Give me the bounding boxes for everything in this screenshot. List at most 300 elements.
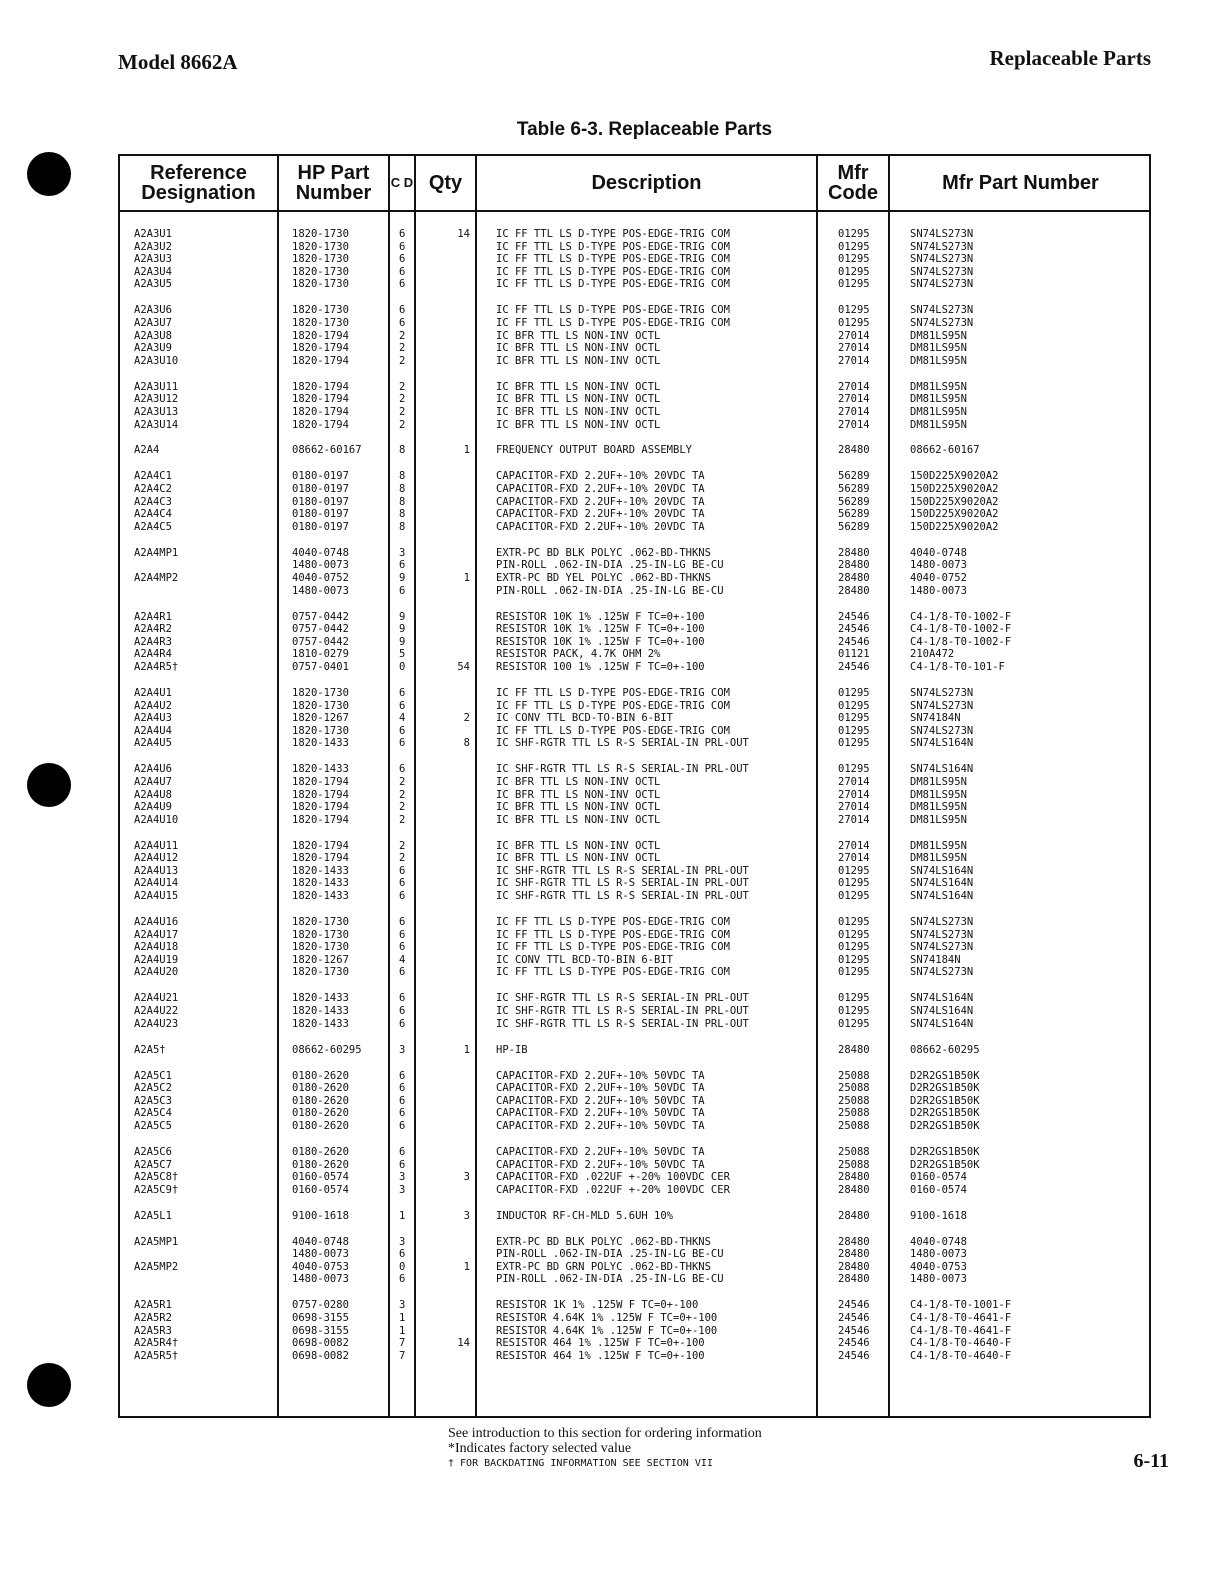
mfr-part-cell: C4-1/8-T0-101-F xyxy=(910,660,1005,673)
mfr-code-cell: 01295 xyxy=(838,941,870,954)
hp-part-cell: 1480-0073 xyxy=(292,1248,349,1261)
hp-part-cell: 1820-1730 xyxy=(292,265,349,278)
description-cell: HP-IB xyxy=(496,1043,528,1056)
cd-cell: 7 xyxy=(399,1337,406,1350)
qty-cell: 54 xyxy=(457,660,470,673)
qty-cell: 1 xyxy=(463,572,470,585)
table-row xyxy=(120,1273,1149,1286)
row-group xyxy=(120,1236,1149,1286)
cd-cell: 6 xyxy=(399,890,406,903)
cd-cell: 6 xyxy=(399,941,406,954)
mfr-code-cell: 27014 xyxy=(838,380,870,393)
table-row xyxy=(120,890,1149,903)
cd-cell: 6 xyxy=(399,265,406,278)
hp-part-cell: 4040-0748 xyxy=(292,546,349,559)
hp-part-cell: 1820-1730 xyxy=(292,941,349,954)
table-row xyxy=(120,508,1149,521)
hp-part-cell: 0698-0082 xyxy=(292,1349,349,1362)
description-cell: CAPACITOR-FXD 2.2UF+-10% 50VDC TA xyxy=(496,1119,705,1132)
col-header-hp-part: HP Part Number xyxy=(295,162,372,204)
cd-cell: 3 xyxy=(399,546,406,559)
row-group xyxy=(120,1299,1149,1362)
mfr-code-cell: 24546 xyxy=(838,1349,870,1362)
cd-cell: 6 xyxy=(399,1119,406,1132)
ref-cell: A2A4C5 xyxy=(134,520,172,533)
mfr-part-cell: C4-1/8-T0-4640-F xyxy=(910,1349,1012,1362)
ref-cell: A2A4U6 xyxy=(134,763,172,776)
description-cell: IC CONV TTL BCD-TO-BIN 6-BIT xyxy=(496,712,674,725)
mfr-code-cell: 01295 xyxy=(838,763,870,776)
mfr-part-cell: DM81LS95N xyxy=(910,405,967,418)
cd-cell: 3 xyxy=(399,1299,406,1312)
table-row xyxy=(120,1082,1149,1095)
hp-part-cell: 1480-0073 xyxy=(292,584,349,597)
mfr-part-cell: SN74LS273N xyxy=(910,966,974,979)
table-row xyxy=(120,852,1149,865)
description-cell: IC BFR TTL LS NON-INV OCTL xyxy=(496,801,661,814)
table-row xyxy=(120,278,1149,291)
cd-cell: 0 xyxy=(399,660,406,673)
description-cell: RESISTOR PACK, 4.7K OHM 2% xyxy=(496,648,661,661)
mfr-part-cell: D2R2GS1B50K xyxy=(910,1145,980,1158)
table-row xyxy=(120,687,1149,700)
hp-part-cell: 0180-0197 xyxy=(292,520,349,533)
mfr-part-cell: SN74LS273N xyxy=(910,253,974,266)
table-row xyxy=(120,559,1149,572)
hp-part-cell: 0180-0197 xyxy=(292,508,349,521)
cd-cell: 7 xyxy=(399,1349,406,1362)
mfr-part-cell: SN74LS273N xyxy=(910,724,974,737)
description-cell: IC SHF-RGTR TTL LS R-S SERIAL-IN PRL-OUT xyxy=(496,992,749,1005)
table-row xyxy=(120,406,1149,419)
hp-part-cell: 0180-2620 xyxy=(292,1107,349,1120)
cd-cell: 6 xyxy=(399,1145,406,1158)
hp-part-cell: 1820-1433 xyxy=(292,763,349,776)
mfr-code-cell: 01295 xyxy=(838,712,870,725)
mfr-code-cell: 28480 xyxy=(838,444,870,457)
footnote-factory: *Indicates factory selected value xyxy=(448,1441,632,1456)
description-cell: CAPACITOR-FXD 2.2UF+-10% 50VDC TA xyxy=(496,1145,705,1158)
ref-cell: A2A3U8 xyxy=(134,329,172,342)
mfr-part-cell: C4-1/8-T0-1002-F xyxy=(910,635,1012,648)
description-cell: IC BFR TTL LS NON-INV OCTL xyxy=(496,380,661,393)
table-row xyxy=(120,470,1149,483)
table-row xyxy=(120,496,1149,509)
description-cell: IC BFR TTL LS NON-INV OCTL xyxy=(496,329,661,342)
mfr-part-cell: 1480-0073 xyxy=(910,1248,967,1261)
hp-part-cell: 1820-1267 xyxy=(292,953,349,966)
hp-part-cell: 08662-60167 xyxy=(292,444,362,457)
mfr-code-cell: 27014 xyxy=(838,775,870,788)
mfr-part-cell: D2R2GS1B50K xyxy=(910,1082,980,1095)
table-row xyxy=(120,877,1149,890)
mfr-code-cell: 28480 xyxy=(838,1209,870,1222)
ref-cell: A2A4U16 xyxy=(134,916,179,929)
punch-hole-icon xyxy=(27,763,71,807)
cd-cell: 9 xyxy=(399,623,406,636)
table-row xyxy=(120,572,1149,585)
table-row xyxy=(120,623,1149,636)
ref-cell: A2A4U9 xyxy=(134,801,172,814)
hp-part-cell: 1480-0073 xyxy=(292,559,349,572)
table-row xyxy=(120,712,1149,725)
description-cell: CAPACITOR-FXD 2.2UF+-10% 20VDC TA xyxy=(496,483,705,496)
mfr-part-cell: SN74184N xyxy=(910,712,961,725)
ref-cell: A2A3U3 xyxy=(134,253,172,266)
ref-cell: A2A3U11 xyxy=(134,380,179,393)
description-cell: CAPACITOR-FXD .022UF +-20% 100VDC CER xyxy=(496,1183,730,1196)
table-title: Table 6-3. Replaceable Parts xyxy=(516,119,773,140)
hp-part-cell: 0180-0197 xyxy=(292,483,349,496)
mfr-part-cell: SN74LS164N xyxy=(910,763,974,776)
ref-cell: A2A3U7 xyxy=(134,316,172,329)
table-row xyxy=(120,444,1149,457)
mfr-part-cell: 0160-0574 xyxy=(910,1183,967,1196)
hp-part-cell: 1820-1730 xyxy=(292,699,349,712)
ref-cell: A2A5† xyxy=(134,1043,166,1056)
ref-cell: A2A5C5 xyxy=(134,1119,172,1132)
mfr-code-cell: 28480 xyxy=(838,1248,870,1261)
description-cell: CAPACITOR-FXD 2.2UF+-10% 20VDC TA xyxy=(496,520,705,533)
table-row xyxy=(120,1261,1149,1274)
cd-cell: 1 xyxy=(399,1324,406,1337)
mfr-code-cell: 28480 xyxy=(838,546,870,559)
mfr-code-cell: 01295 xyxy=(838,916,870,929)
mfr-code-cell: 01295 xyxy=(838,686,870,699)
ref-cell: A2A4U4 xyxy=(134,724,172,737)
mfr-part-cell: 4040-0753 xyxy=(910,1260,967,1273)
mfr-part-cell: DM81LS95N xyxy=(910,801,967,814)
mfr-part-cell: DM81LS95N xyxy=(910,354,967,367)
mfr-code-cell: 27014 xyxy=(838,354,870,367)
hp-part-cell: 0180-2620 xyxy=(292,1119,349,1132)
mfr-code-cell: 28480 xyxy=(838,1043,870,1056)
ref-cell: A2A4 xyxy=(134,444,160,457)
hp-part-cell: 1820-1730 xyxy=(292,686,349,699)
mfr-part-cell: SN74LS273N xyxy=(910,278,974,291)
cd-cell: 6 xyxy=(399,916,406,929)
cd-cell: 2 xyxy=(399,342,406,355)
mfr-code-cell: 25088 xyxy=(838,1082,870,1095)
row-group xyxy=(120,840,1149,903)
ref-cell: A2A4U11 xyxy=(134,839,179,852)
mfr-code-cell: 27014 xyxy=(838,405,870,418)
row-group xyxy=(120,381,1149,431)
ref-cell: A2A5R5† xyxy=(134,1349,179,1362)
mfr-code-cell: 24546 xyxy=(838,610,870,623)
ref-cell: A2A5C6 xyxy=(134,1145,172,1158)
description-cell: CAPACITOR-FXD 2.2UF+-10% 50VDC TA xyxy=(496,1158,705,1171)
mfr-code-cell: 27014 xyxy=(838,839,870,852)
ref-cell: A2A5C4 xyxy=(134,1107,172,1120)
mfr-code-cell: 27014 xyxy=(838,788,870,801)
description-cell: IC SHF-RGTR TTL LS R-S SERIAL-IN PRL-OUT xyxy=(496,890,749,903)
table-row xyxy=(120,253,1149,266)
description-cell: RESISTOR 10K 1% .125W F TC=0+-100 xyxy=(496,610,705,623)
hp-part-cell: 1480-0073 xyxy=(292,1273,349,1286)
mfr-part-cell: SN74LS164N xyxy=(910,890,974,903)
row-group xyxy=(120,304,1149,367)
description-cell: IC CONV TTL BCD-TO-BIN 6-BIT xyxy=(496,953,674,966)
mfr-code-cell: 56289 xyxy=(838,495,870,508)
hp-part-cell: 0180-0197 xyxy=(292,470,349,483)
mfr-code-cell: 27014 xyxy=(838,801,870,814)
cd-cell: 6 xyxy=(399,992,406,1005)
description-cell: CAPACITOR-FXD 2.2UF+-10% 50VDC TA xyxy=(496,1082,705,1095)
description-cell: PIN-ROLL .062-IN-DIA .25-IN-LG BE-CU xyxy=(496,1248,724,1261)
mfr-code-cell: 24546 xyxy=(838,1324,870,1337)
model-label: Model 8662A xyxy=(118,50,238,74)
hp-part-cell: 1820-1794 xyxy=(292,354,349,367)
table-row xyxy=(120,1171,1149,1184)
mfr-part-cell: D2R2GS1B50K xyxy=(910,1107,980,1120)
cd-cell: 6 xyxy=(399,1017,406,1030)
qty-cell: 8 xyxy=(463,737,470,750)
cd-cell: 3 xyxy=(399,1171,406,1184)
hp-part-cell: 1820-1730 xyxy=(292,304,349,317)
mfr-code-cell: 01121 xyxy=(838,648,870,661)
ref-cell: A2A3U6 xyxy=(134,304,172,317)
description-cell: PIN-ROLL .062-IN-DIA .25-IN-LG BE-CU xyxy=(496,1273,724,1286)
mfr-code-cell: 28480 xyxy=(838,1235,870,1248)
mfr-code-cell: 28480 xyxy=(838,1273,870,1286)
hp-part-cell: 08662-60295 xyxy=(292,1043,362,1056)
description-cell: IC FF TTL LS D-TYPE POS-EDGE-TRIG COM xyxy=(496,916,730,929)
cd-cell: 5 xyxy=(399,648,406,661)
table-row xyxy=(120,419,1149,432)
mfr-part-cell: SN74LS273N xyxy=(910,686,974,699)
mfr-code-cell: 27014 xyxy=(838,393,870,406)
punch-hole-icon xyxy=(27,152,71,196)
qty-cell: 1 xyxy=(463,444,470,457)
hp-part-cell: 1820-1433 xyxy=(292,864,349,877)
ref-cell: A2A5C3 xyxy=(134,1094,172,1107)
row-group xyxy=(120,1210,1149,1223)
mfr-code-cell: 01295 xyxy=(838,265,870,278)
description-cell: IC FF TTL LS D-TYPE POS-EDGE-TRIG COM xyxy=(496,240,730,253)
ref-cell: A2A3U10 xyxy=(134,354,179,367)
mfr-code-cell: 01295 xyxy=(838,992,870,1005)
parts-table xyxy=(118,154,1151,1418)
col-header-mfr-part: Mfr Part Number xyxy=(942,172,1099,194)
hp-part-cell: 0757-0442 xyxy=(292,623,349,636)
description-cell: IC SHF-RGTR TTL LS R-S SERIAL-IN PRL-OUT xyxy=(496,864,749,877)
mfr-code-cell: 01295 xyxy=(838,304,870,317)
table-row xyxy=(120,585,1149,598)
cd-cell: 6 xyxy=(399,877,406,890)
hp-part-cell: 0698-3155 xyxy=(292,1324,349,1337)
description-cell: CAPACITOR-FXD 2.2UF+-10% 50VDC TA xyxy=(496,1107,705,1120)
ref-cell: A2A4U12 xyxy=(134,852,179,865)
table-row xyxy=(120,1018,1149,1031)
description-cell: IC BFR TTL LS NON-INV OCTL xyxy=(496,354,661,367)
hp-part-cell: 1820-1433 xyxy=(292,992,349,1005)
description-cell: EXTR-PC BD GRN POLYC .062-BD-THKNS xyxy=(496,1260,711,1273)
description-cell: IC BFR TTL LS NON-INV OCTL xyxy=(496,342,661,355)
ref-cell: A2A5C9† xyxy=(134,1183,179,1196)
mfr-part-cell: 1480-0073 xyxy=(910,584,967,597)
mfr-code-cell: 01295 xyxy=(838,737,870,750)
cd-cell: 8 xyxy=(399,470,406,483)
cd-cell: 8 xyxy=(399,508,406,521)
ref-cell: A2A4U7 xyxy=(134,775,172,788)
description-cell: RESISTOR 464 1% .125W F TC=0+-100 xyxy=(496,1337,705,1350)
cd-cell: 2 xyxy=(399,393,406,406)
table-row xyxy=(120,266,1149,279)
table-row xyxy=(120,992,1149,1005)
description-cell: IC SHF-RGTR TTL LS R-S SERIAL-IN PRL-OUT xyxy=(496,1017,749,1030)
ref-cell: A2A5C8† xyxy=(134,1171,179,1184)
cd-cell: 6 xyxy=(399,1107,406,1120)
mfr-code-cell: 01295 xyxy=(838,278,870,291)
hp-part-cell: 4040-0753 xyxy=(292,1260,349,1273)
mfr-part-cell: C4-1/8-T0-1001-F xyxy=(910,1299,1012,1312)
cd-cell: 2 xyxy=(399,839,406,852)
mfr-part-cell: DM81LS95N xyxy=(910,380,967,393)
ref-cell: A2A4U10 xyxy=(134,813,179,826)
mfr-code-cell: 01295 xyxy=(838,699,870,712)
description-cell: RESISTOR 100 1% .125W F TC=0+-100 xyxy=(496,660,705,673)
hp-part-cell: 0757-0401 xyxy=(292,660,349,673)
table-row xyxy=(120,1120,1149,1133)
hp-part-cell: 1820-1794 xyxy=(292,393,349,406)
cd-cell: 2 xyxy=(399,813,406,826)
hp-part-cell: 1820-1730 xyxy=(292,724,349,737)
col-header-description: Description xyxy=(591,172,702,194)
hp-part-cell: 1820-1794 xyxy=(292,380,349,393)
ref-cell: A2A4U8 xyxy=(134,788,172,801)
cd-cell: 2 xyxy=(399,775,406,788)
ref-cell: A2A3U1 xyxy=(134,228,172,240)
cd-cell: 8 xyxy=(399,483,406,496)
mfr-part-cell: DM81LS95N xyxy=(910,393,967,406)
description-cell: IC FF TTL LS D-TYPE POS-EDGE-TRIG COM xyxy=(496,316,730,329)
mfr-code-cell: 01295 xyxy=(838,953,870,966)
description-cell: IC FF TTL LS D-TYPE POS-EDGE-TRIG COM xyxy=(496,699,730,712)
mfr-code-cell: 01295 xyxy=(838,1004,870,1017)
cd-cell: 6 xyxy=(399,1273,406,1286)
ref-cell: A2A4C4 xyxy=(134,508,172,521)
description-cell: CAPACITOR-FXD 2.2UF+-10% 50VDC TA xyxy=(496,1094,705,1107)
mfr-code-cell: 01295 xyxy=(838,877,870,890)
mfr-part-cell: 0160-0574 xyxy=(910,1171,967,1184)
row-group xyxy=(120,1070,1149,1133)
row-group xyxy=(120,444,1149,457)
table-row xyxy=(120,929,1149,942)
cd-cell: 8 xyxy=(399,444,406,457)
mfr-code-cell: 28480 xyxy=(838,1260,870,1273)
mfr-code-cell: 01295 xyxy=(838,253,870,266)
mfr-code-cell: 01295 xyxy=(838,928,870,941)
description-cell: EXTR-PC BD BLK POLYC .062-BD-THKNS xyxy=(496,546,711,559)
cd-cell: 6 xyxy=(399,724,406,737)
description-cell: IC BFR TTL LS NON-INV OCTL xyxy=(496,788,661,801)
cd-cell: 2 xyxy=(399,329,406,342)
hp-part-cell: 0160-0574 xyxy=(292,1183,349,1196)
table-row xyxy=(120,1184,1149,1197)
mfr-part-cell: 210A472 xyxy=(910,648,955,661)
row-group xyxy=(120,687,1149,750)
hp-part-cell: 1820-1794 xyxy=(292,852,349,865)
table-row xyxy=(120,1095,1149,1108)
col-header-cd: C D xyxy=(390,175,414,190)
description-cell: PIN-ROLL .062-IN-DIA .25-IN-LG BE-CU xyxy=(496,584,724,597)
mfr-part-cell: 4040-0748 xyxy=(910,546,967,559)
mfr-part-cell: SN74184N xyxy=(910,953,961,966)
hp-part-cell: 9100-1618 xyxy=(292,1209,349,1222)
mfr-part-cell: 150D225X9020A2 xyxy=(910,483,999,496)
description-cell: IC FF TTL LS D-TYPE POS-EDGE-TRIG COM xyxy=(496,941,730,954)
table-row xyxy=(120,1107,1149,1120)
mfr-part-cell: SN74LS273N xyxy=(910,265,974,278)
hp-part-cell: 1820-1794 xyxy=(292,801,349,814)
hp-part-cell: 0180-2620 xyxy=(292,1069,349,1082)
mfr-part-cell: SN74LS273N xyxy=(910,916,974,929)
description-cell: CAPACITOR-FXD .022UF +-20% 100VDC CER xyxy=(496,1171,730,1184)
ref-cell: A2A4U2 xyxy=(134,699,172,712)
description-cell: IC BFR TTL LS NON-INV OCTL xyxy=(496,852,661,865)
ref-cell: A2A4C2 xyxy=(134,483,172,496)
cd-cell: 6 xyxy=(399,686,406,699)
description-cell: RESISTOR 4.64K 1% .125W F TC=0+-100 xyxy=(496,1312,718,1325)
description-cell: IC BFR TTL LS NON-INV OCTL xyxy=(496,775,661,788)
description-cell: CAPACITOR-FXD 2.2UF+-10% 20VDC TA xyxy=(496,508,705,521)
mfr-part-cell: D2R2GS1B50K xyxy=(910,1119,980,1132)
col-header-qty: Qty xyxy=(428,172,463,194)
hp-part-cell: 1820-1730 xyxy=(292,228,349,240)
mfr-code-cell: 56289 xyxy=(838,483,870,496)
mfr-code-cell: 28480 xyxy=(838,1183,870,1196)
mfr-part-cell: D2R2GS1B50K xyxy=(910,1069,980,1082)
description-cell: IC FF TTL LS D-TYPE POS-EDGE-TRIG COM xyxy=(496,724,730,737)
cd-cell: 6 xyxy=(399,304,406,317)
cd-cell: 6 xyxy=(399,699,406,712)
cd-cell: 3 xyxy=(399,1183,406,1196)
qty-cell: 1 xyxy=(463,1043,470,1056)
mfr-code-cell: 01295 xyxy=(838,966,870,979)
mfr-code-cell: 24546 xyxy=(838,623,870,636)
table-row xyxy=(120,611,1149,624)
mfr-part-cell: C4-1/8-T0-1002-F xyxy=(910,623,1012,636)
mfr-part-cell: SN74LS164N xyxy=(910,1017,974,1030)
description-cell: CAPACITOR-FXD 2.2UF+-10% 20VDC TA xyxy=(496,495,705,508)
hp-part-cell: 1820-1794 xyxy=(292,788,349,801)
description-cell: CAPACITOR-FXD 2.2UF+-10% 50VDC TA xyxy=(496,1069,705,1082)
ref-cell: A2A4U17 xyxy=(134,928,179,941)
ref-cell: A2A4R5† xyxy=(134,660,179,673)
description-cell: IC BFR TTL LS NON-INV OCTL xyxy=(496,393,661,406)
cd-cell: 6 xyxy=(399,559,406,572)
cd-cell: 2 xyxy=(399,418,406,431)
cd-cell: 2 xyxy=(399,852,406,865)
description-cell: EXTR-PC BD BLK POLYC .062-BD-THKNS xyxy=(496,1235,711,1248)
ref-cell: A2A5MP2 xyxy=(134,1260,179,1273)
hp-part-cell: 4040-0748 xyxy=(292,1235,349,1248)
mfr-code-cell: 25088 xyxy=(838,1107,870,1120)
cd-cell: 6 xyxy=(399,1082,406,1095)
mfr-part-cell: SN74LS164N xyxy=(910,737,974,750)
hp-part-cell: 1820-1730 xyxy=(292,253,349,266)
ref-cell: A2A3U12 xyxy=(134,393,179,406)
qty-cell: 14 xyxy=(457,228,470,240)
mfr-code-cell: 56289 xyxy=(838,470,870,483)
description-cell: IC FF TTL LS D-TYPE POS-EDGE-TRIG COM xyxy=(496,928,730,941)
table-row xyxy=(120,355,1149,368)
description-cell: IC FF TTL LS D-TYPE POS-EDGE-TRIG COM xyxy=(496,228,730,240)
table-row xyxy=(120,381,1149,394)
description-cell: INDUCTOR RF-CH-MLD 5.6UH 10% xyxy=(496,1209,674,1222)
ref-cell: A2A4U22 xyxy=(134,1004,179,1017)
